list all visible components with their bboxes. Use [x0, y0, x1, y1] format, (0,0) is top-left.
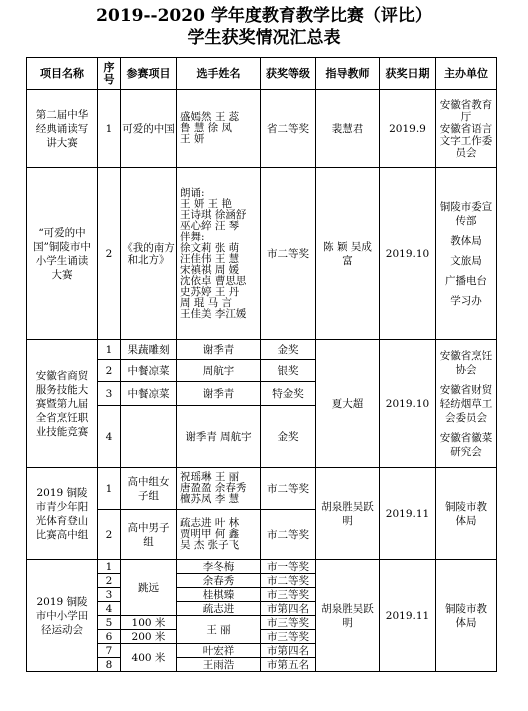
- project-cell: 200 米: [121, 630, 177, 644]
- project-cell: 《我的南方和北方》: [121, 168, 177, 340]
- header-cell: 项目名称: [27, 58, 98, 90]
- names-cell: 王 丽: [177, 616, 261, 644]
- name-line: 王诗琪 徐涵舒: [180, 208, 247, 221]
- names-cell: 王雨浩: [177, 658, 261, 672]
- names-cell: 余春秀: [177, 574, 261, 588]
- table-row: [27, 340, 497, 360]
- project-cell: 中餐凉菜: [121, 382, 177, 406]
- name-line: 唐盈盈 余春秀: [180, 482, 247, 494]
- name-line: 王 妍 王 艳: [180, 197, 233, 210]
- number-cell: 8: [98, 658, 121, 672]
- organizer-line: 教体局: [450, 234, 482, 247]
- page-subtitle: 学生获奖情况汇总表: [187, 28, 341, 48]
- date-cell: 2019.11: [380, 468, 436, 560]
- award-cell: 市二等奖: [261, 574, 316, 588]
- name-line: 吴 杰 张子飞: [180, 539, 240, 551]
- names-cell: 叶宏祥: [177, 644, 261, 658]
- names-cell: 谢季青: [177, 382, 261, 406]
- table-row: [27, 90, 497, 168]
- name-line: 王 妍: [180, 133, 205, 145]
- organizer-cell: [436, 340, 497, 468]
- header-cell: 主办单位: [436, 58, 497, 90]
- award-cell: 金奖: [261, 340, 316, 360]
- organizer-line: 安徽省财贸轻纺烟草工会委员会: [439, 383, 493, 424]
- project-cell: 中餐凉菜: [121, 360, 177, 382]
- names-cell: 谢季青: [177, 340, 261, 360]
- organizer-line: 安徽省教育厅: [439, 98, 493, 123]
- project-cell: 跳远: [121, 560, 177, 616]
- award-cell: 市二等奖: [261, 168, 316, 340]
- table-header-row: [27, 58, 497, 90]
- project-cell: 400 米: [121, 644, 177, 672]
- competition-cell: “可爱的中国”铜陵市中小学生诵读大赛: [27, 168, 98, 340]
- date-cell: 2019.10: [380, 340, 436, 468]
- name-line: 伴舞:: [180, 230, 205, 243]
- name-line: 巫心綷 汪 琴: [180, 219, 240, 232]
- competition-cell: 2019 铜陵市中小学田径运动会: [27, 560, 98, 672]
- organizer-cell: 铜陵市教体局: [436, 468, 497, 560]
- competition-cell: 安徽省商贸服务技能大赛暨第九届全省烹饪职业技能竞赛: [27, 340, 98, 468]
- teacher-cell: 裴慧君: [316, 90, 380, 168]
- number-cell: 3: [98, 382, 121, 406]
- date-cell: 2019.9: [380, 90, 436, 168]
- organizer-line: 安徽省徽菜研究会: [439, 431, 493, 458]
- table-row: [27, 560, 497, 574]
- name-line: 朗诵:: [180, 186, 205, 199]
- number-cell: 2: [98, 360, 121, 382]
- organizer-line: 铜陵市委宣传部: [439, 200, 493, 227]
- names-cell: 疏志进: [177, 602, 261, 616]
- name-line: 徐文莉 张 萌: [180, 241, 240, 254]
- award-cell: 市三等奖: [261, 616, 316, 630]
- name-line: 宋禛祺 周 媛: [180, 263, 240, 276]
- number-cell: 2: [98, 168, 121, 340]
- competition-cell: 第二届中华经典诵读写讲大赛: [27, 90, 98, 168]
- award-cell: 市三等奖: [261, 630, 316, 644]
- awards-table: [26, 57, 497, 672]
- names-cell: 桂棋臻: [177, 588, 261, 602]
- name-line: 沈依卓 曹思思: [180, 274, 247, 287]
- number-cell: 1: [98, 468, 121, 510]
- award-cell: 市一等奖: [261, 560, 316, 574]
- date-cell: 2019.11: [380, 560, 436, 672]
- award-cell: 市三等奖: [261, 588, 316, 602]
- name-line: 周 琨 马 言: [180, 296, 233, 309]
- number-cell: 7: [98, 644, 121, 658]
- project-cell: 高中组女子组: [121, 468, 177, 510]
- names-cell: 周航宇: [177, 360, 261, 382]
- names-cell: [177, 90, 261, 168]
- names-cell: [177, 468, 261, 510]
- organizer-line: 文旅局: [450, 254, 482, 267]
- award-cell: 省二等奖: [261, 90, 316, 168]
- number-cell: 3: [98, 588, 121, 602]
- names-cell: 李冬梅: [177, 560, 261, 574]
- award-cell: 市第四名: [261, 602, 316, 616]
- project-cell: [121, 406, 177, 468]
- teacher-cell: 胡泉胜吴跃明: [316, 560, 380, 672]
- organizer-line: 安徽省烹饪协会: [439, 349, 493, 376]
- header-cell: 参赛项目: [121, 58, 177, 90]
- project-cell: 可爱的中国: [121, 90, 177, 168]
- name-line: 汪佳伟 王 慧: [180, 252, 240, 265]
- name-line: 祝瑶琳 王 丽: [180, 471, 240, 483]
- number-cell: 2: [98, 574, 121, 588]
- name-line: 贾明甲 何 鑫: [180, 528, 240, 540]
- header-cell: 获奖等级: [261, 58, 316, 90]
- number-cell: 4: [98, 602, 121, 616]
- award-cell: 市二等奖: [261, 510, 316, 560]
- award-cell: 市第五名: [261, 658, 316, 672]
- date-cell: 2019.10: [380, 168, 436, 340]
- header-cell: 获奖日期: [380, 58, 436, 90]
- project-cell: 100 米: [121, 616, 177, 630]
- number-cell: 6: [98, 630, 121, 644]
- organizer-cell: 铜陵市教体局: [436, 560, 497, 672]
- table-row: [27, 168, 497, 340]
- project-cell: 高中男子组: [121, 510, 177, 560]
- name-line: 盛嫣然 王 蕊: [180, 111, 240, 123]
- organizer-line: 学习办: [450, 294, 482, 307]
- names-cell: [177, 168, 261, 340]
- number-cell: 1: [98, 90, 121, 168]
- award-cell: 市二等奖: [261, 468, 316, 510]
- organizer-line: 广播电台: [445, 274, 487, 287]
- header-cell: 序号: [98, 58, 121, 90]
- award-cell: 特金奖: [261, 382, 316, 406]
- page-title: 2019--2020 学年度教育教学比赛（评比）: [96, 6, 432, 26]
- award-cell: 银奖: [261, 360, 316, 382]
- teacher-cell: 胡泉胜吴跃明: [316, 468, 380, 560]
- project-cell: 果蔬雕刻: [121, 340, 177, 360]
- organizer-cell: [436, 90, 497, 168]
- header-cell: 选手姓名: [177, 58, 261, 90]
- header-cell: 指导教师: [316, 58, 380, 90]
- number-cell: 5: [98, 616, 121, 630]
- name-line: 史苏婷 王 丹: [180, 285, 240, 298]
- organizer-line: 安徽省语言文字工作委员会: [439, 122, 493, 159]
- teacher-cell: 陈 颖 吴成富: [316, 168, 380, 340]
- name-line: 疏志进 叶 林: [180, 517, 240, 529]
- number-cell: 1: [98, 560, 121, 574]
- organizer-cell: [436, 168, 497, 340]
- table-row: [27, 468, 497, 510]
- number-cell: 2: [98, 510, 121, 560]
- award-cell: 市第四名: [261, 644, 316, 658]
- number-cell: 1: [98, 340, 121, 360]
- names-cell: [177, 510, 261, 560]
- names-cell: 谢季青 周航宇: [177, 406, 261, 468]
- name-line: 檀苏凤 李 慧: [180, 493, 240, 505]
- number-cell: 4: [98, 406, 121, 468]
- competition-cell: 2019 铜陵市青少年阳光体育登山比赛高中组: [27, 468, 98, 560]
- name-line: 王佳美 李江媛: [180, 307, 247, 320]
- teacher-cell: 夏大超: [316, 340, 380, 468]
- award-cell: 金奖: [261, 406, 316, 468]
- name-line: 鲁 慧 徐 凤: [180, 122, 233, 134]
